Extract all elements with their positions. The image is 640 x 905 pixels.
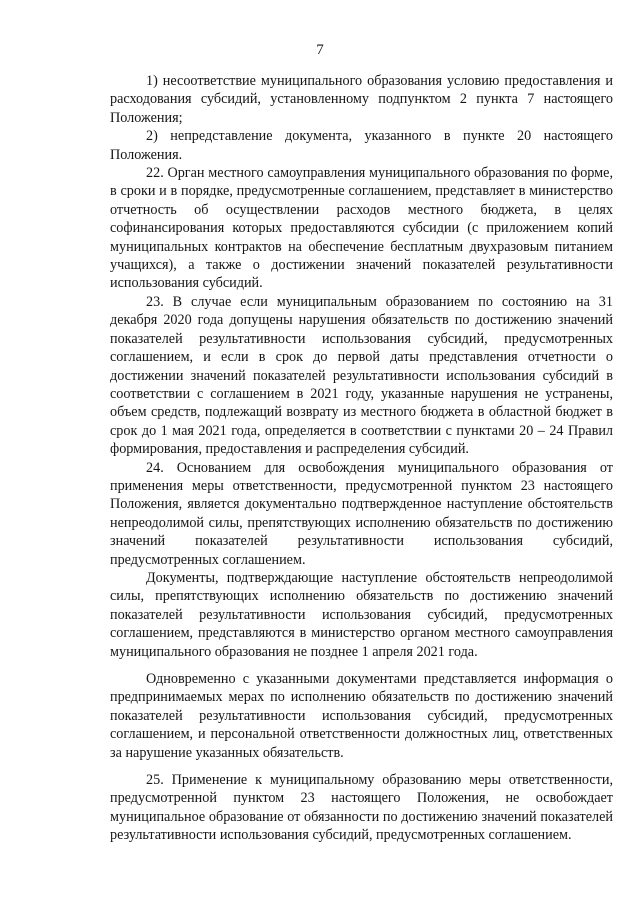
document-body <box>110 72 613 845</box>
paragraph-22: 22. Орган местного самоуправления муниципального образования по форме, в сроки и в порядке, предусмотренные соглашением, представляет в министерство отчетность об осуществлении расходов местного бюджета, в целях софинансирования которых предоставляются субсидии (с приложением копий муниципальных контрактов на обеспечение бесплатным двухразовым питанием учащихся), а также о достижении значений показателей результативности использования субсидий. <box>110 165 613 292</box>
page-number: 7 <box>316 42 324 58</box>
paragraph-information: Одновременно с указанными документами представляется информация о предпринимаемых мерах по исполнению обязательств по достижению значений показателей результативности использования субсидий, предусмотренных соглашением, и персональной ответственности должностных лиц, ответственных за нарушение указанных обязательств. <box>110 671 613 761</box>
paragraph-item-1: 1) несоответствие муниципального образования условию предоставления и расходования субсидий, установленному подпунктом 2 пункта 7 настоящего Положения; <box>110 73 613 126</box>
paragraph-24: 24. Основанием для освобождения муниципального образования от применения меры ответственности, предусмотренной пунктом 23 настоящего Положения, является документально подтвержденное наступление обстоятельств непреодолимой силы, препятствующих исполнению обязательств по достижению значений показателей результативности использования субсидий, предусмотренных соглашением. <box>110 459 613 568</box>
paragraph-item-2: 2) непредставление документа, указанного в пункте 20 настоящего Положения. <box>110 128 613 163</box>
paragraph-23: 23. В случае если муниципальным образованием по состоянию на 31 декабря 2020 года допущены нарушения обязательств по достижению значений показателей результативности использования субсидий, предусмотренных соглашением, и если в срок до первой даты представления отчетности о достижении значений показателей результативности использования субсидий в соответствии с соглашением в 2021 году, указанные нарушения не устранены, объем средств, подлежащий возврату из местного бюджета в областной бюджет в срок до 1 мая 2021 года, определяется в соответствии с пунктами 20 – 24 Правил формирования, предоставления и распределения субсидий. <box>110 293 613 458</box>
paragraph-25: 25. Применение к муниципальному образованию меры ответственности, предусмотренной пунктом 23 настоящего Положения, не освобождает муниципальное образование от обязанности по достижению значений показателей результативности использования субсидий, предусмотренных соглашением. <box>110 772 613 844</box>
paragraph-documents: Документы, подтверждающие наступление обстоятельств непреодолимой силы, препятствующих исполнению обязательств по достижению значений показателей результативности использования субсидий, предусмотренных соглашением, представляются в министерство органом местного самоуправления муниципального образования не позднее 1 апреля 2021 года. <box>110 569 613 660</box>
